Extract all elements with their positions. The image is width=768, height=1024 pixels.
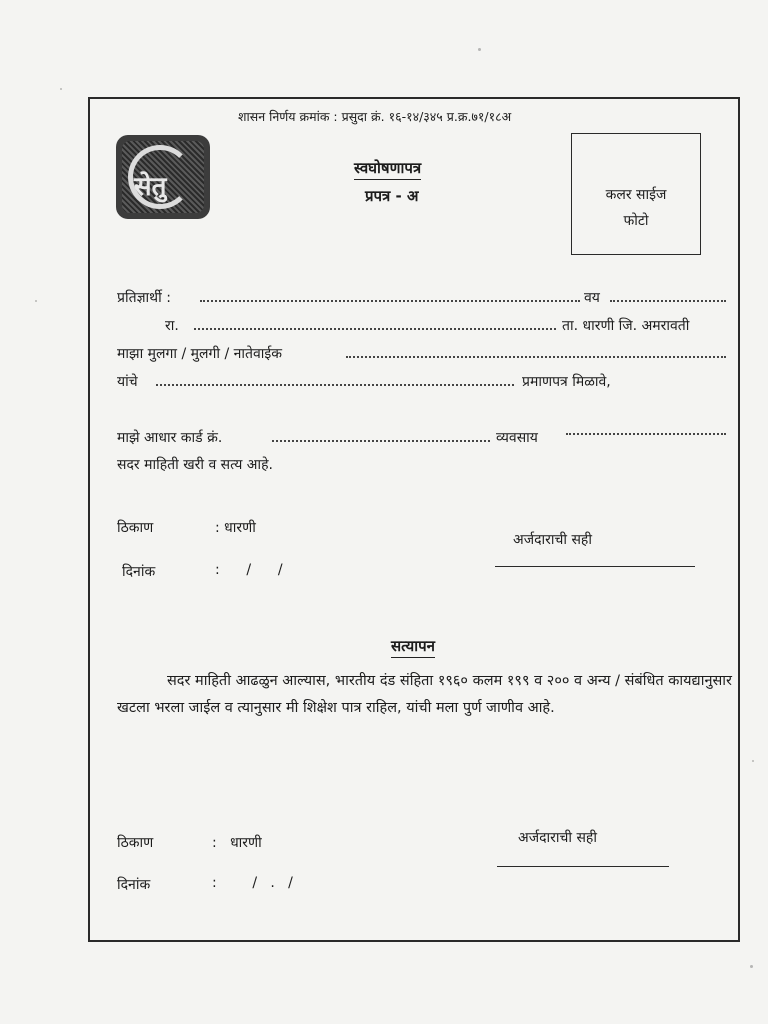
photo-label-line2: फोटो <box>623 213 649 229</box>
truth-statement: सदर माहिती खरी व सत्य आहे. <box>117 457 273 473</box>
verification-paragraph: सदर माहिती आढळुन आल्यास, भारतीय दंड संहिता १९६० कलम १९९ व २०० व अन्य / संबंधित कायद्यानुसार खटला भरला जाईल व त्यानुसार मी शिक्षेश पात्र राहिल, यांची मला पुर्ण जाणीव आहे. <box>117 673 732 716</box>
scan-speck <box>750 965 753 968</box>
applicant-label: प्रतिज्ञार्थी : <box>117 290 171 306</box>
verification-signature-label: अर्जदाराची सही <box>518 830 597 846</box>
date-label: दिनांक <box>122 564 156 580</box>
scan-speck <box>60 88 62 90</box>
verification-place-value: : धारणी <box>212 835 262 851</box>
form-subtitle: प्रपत्र - अ <box>365 187 419 205</box>
verification-date-label: दिनांक <box>117 877 151 893</box>
child-relative-label: माझा मुलगा / मुलगी / नातेवाईक <box>117 346 283 362</box>
gr-number: शासन निर्णय क्रमांक : प्रसुदा क्रं. १६-१४/३४५ प्र.क्र.७१/१८अ <box>238 109 512 124</box>
date-value[interactable]: : / / <box>215 562 283 578</box>
photo-box <box>571 133 701 255</box>
verification-date-value[interactable]: : / . / <box>212 875 293 891</box>
child-relative-field[interactable] <box>346 356 726 358</box>
of-label: यांचे <box>117 374 138 390</box>
certificate-type-field[interactable] <box>156 384 514 386</box>
applicant-name-field[interactable] <box>200 300 580 302</box>
occupation-field[interactable] <box>566 433 726 435</box>
age-field[interactable] <box>610 300 726 302</box>
applicant-signature-label: अर्जदाराची सही <box>513 532 592 548</box>
setu-logo <box>116 135 210 219</box>
logo-text: सेतु <box>134 172 167 202</box>
form-title: स्वघोषणापत्र <box>354 158 421 180</box>
aadhaar-label: माझे आधार कार्ड क्रं. <box>117 430 223 446</box>
scan-speck <box>752 760 754 762</box>
taluka-district: ता. धारणी जि. अमरावती <box>562 318 690 334</box>
verification-place-label: ठिकाण <box>117 835 154 851</box>
occupation-label: व्यवसाय <box>496 430 538 446</box>
verification-signature-line[interactable] <box>497 866 669 867</box>
place-label: ठिकाण <box>117 520 154 536</box>
scan-speck <box>35 300 37 302</box>
applicant-signature-line[interactable] <box>495 566 695 567</box>
aadhaar-field[interactable] <box>272 440 490 442</box>
certificate-label: प्रमाणपत्र मिळावे, <box>522 374 611 390</box>
scan-speck <box>478 48 481 51</box>
place-value: : धारणी <box>215 520 256 536</box>
residence-field[interactable] <box>194 328 556 330</box>
verification-heading: सत्यापन <box>391 636 435 658</box>
age-label: वय <box>584 290 600 306</box>
photo-label-line1: कलर साईज <box>605 187 667 203</box>
residence-label: रा. <box>165 318 179 334</box>
